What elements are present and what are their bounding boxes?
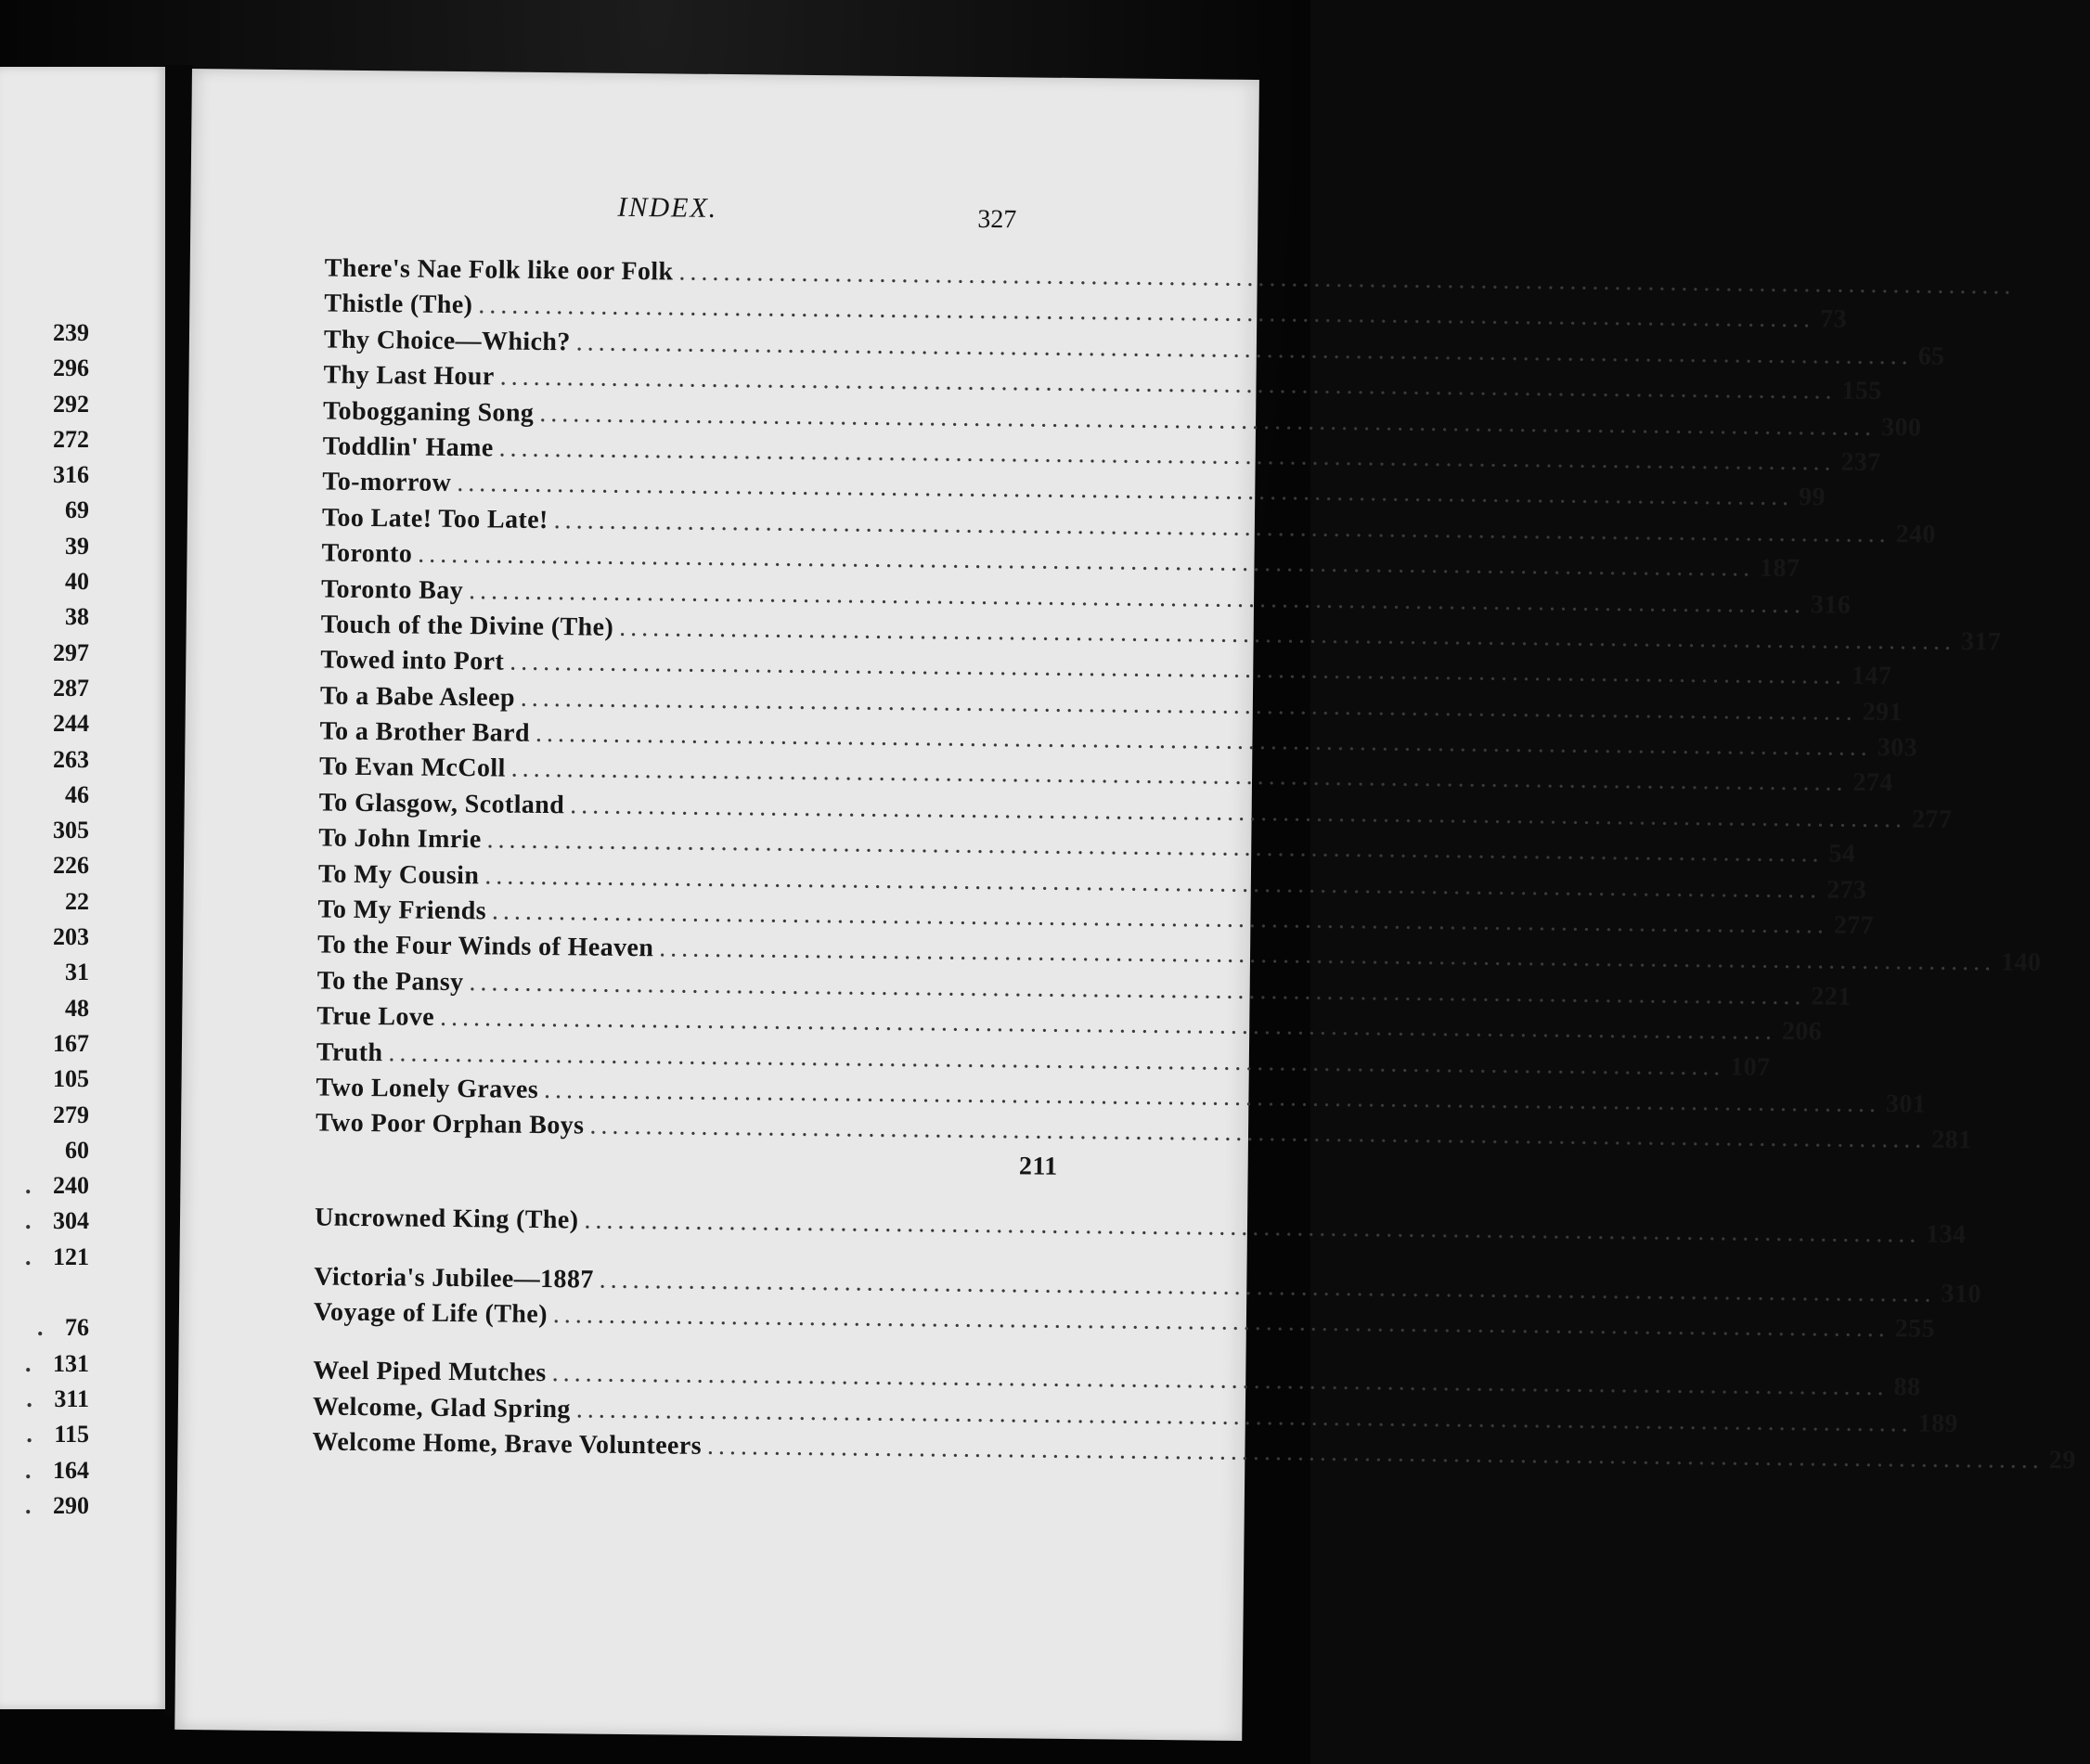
left-page-number [0,529,93,564]
dot-leader: ........................................................................................................................ [418,539,1755,583]
dot-leader: ........................................................................................................................ [618,612,1956,656]
entry-page-number: 147 [1851,662,1892,691]
entry-page-number: 29 [2048,1446,2076,1475]
page-ref: 292 [53,390,89,418]
leader-dot: . [25,1491,32,1519]
left-page-number [0,991,93,1026]
left-page-number [0,813,93,848]
page-ref: 115 [54,1421,89,1449]
index-letter-group [314,1203,1967,1250]
left-page-number [0,564,93,599]
entry-page-number: 211 [1018,1152,1058,1181]
entry-page-number: 310 [1941,1279,1982,1308]
dot-leader: ........................................................................................................................ [553,505,1890,548]
entry-page-number: 277 [1911,805,1953,834]
dot-leader: ........................................................................................................................ [439,1003,1777,1047]
left-page-number [0,1488,93,1524]
page-ref: 131 [53,1349,89,1377]
right-page [174,69,2076,1741]
index-letter-group [312,1356,2076,1475]
entry-page-number: 255 [1894,1314,1936,1344]
entry-title: Voyage of Life (The) [313,1297,548,1330]
dot-leader: ........................................................................................................................ [570,791,1907,834]
entry-title: To the Pansy [316,966,464,997]
entry-title: To a Babe Asleep [319,681,516,713]
entry-page-number: 187 [1760,553,1800,584]
left-page-number [0,1417,93,1452]
entry-title: To John Imrie [318,823,482,855]
left-page-number [0,848,93,883]
page-ref: 22 [65,887,89,915]
entry-page-number: 140 [2001,947,2042,978]
dot-leader: ........................................................................................................................ [543,1075,1881,1119]
entry-page-number: 291 [1862,697,1903,727]
entry-title: Two Poor Orphan Boys [315,1108,585,1140]
page-ref: 164 [53,1456,89,1484]
index-entry [314,1203,1967,1250]
left-page-number [0,387,93,422]
page-ref: 279 [53,1101,89,1128]
entry-title: Too Late! Too Late! [321,503,548,534]
page-number: 327 [977,204,1017,235]
entry-page-number: 99 [1799,483,1826,512]
left-page-number [0,1346,93,1382]
page-ref: 31 [65,959,89,986]
index-entries [312,253,2076,1495]
entry-page-number: 221 [1811,982,1851,1011]
leader-dot: . [37,1314,44,1342]
entry-page-number: 240 [1895,519,1937,549]
entry-title: To Evan McColl [318,752,506,784]
entry-title: Welcome Home, Brave Volunteers [312,1427,703,1461]
left-page-number [0,1204,93,1239]
entry-page-number: 73 [1820,304,1848,335]
page-ref: 38 [65,603,89,631]
entry-title: Two Lonely Graves [316,1073,539,1104]
left-page-number [0,1310,93,1346]
entry-title: To My Friends [317,895,487,926]
page-ref: 263 [53,745,89,773]
index-letter-group [315,253,2042,1188]
left-page-number [0,1453,93,1488]
entry-page-number: 301 [1885,1089,1927,1119]
leader-dot: . [25,1207,32,1235]
entry-title: Towed into Port [320,645,505,676]
page-ref: 305 [53,817,89,844]
entry-title: Thy Last Hour [323,360,495,392]
dot-leader [321,1166,997,1174]
page-ref: 296 [53,354,89,382]
entry-title: Welcome, Glad Spring [312,1392,571,1424]
dot-leader: ........................................................................................................................ [520,683,1857,727]
left-page-number [0,742,93,778]
page-ref: 39 [65,532,89,560]
page-ref: 48 [65,994,89,1022]
leader-dot: . [26,1421,32,1449]
page-ref: 226 [53,852,89,880]
dot-leader: ........................................................................................................................ [510,754,1848,798]
index-letter-group [313,1261,1982,1344]
left-page-number [0,1240,93,1275]
entry-title: Thistle (The) [324,289,473,320]
dot-leader: ........................................................................................................................ [584,1205,1921,1249]
left-page-number [0,422,93,457]
entry-title: To-morrow [322,467,452,498]
dot-leader: ........................................................................................................................ [469,967,1806,1011]
entry-page-number: 134 [1926,1219,1967,1250]
dot-leader: ........................................................................................................................ [484,860,1822,905]
page-ref: 167 [53,1029,89,1057]
entry-title: There's Nae Folk like oor Folk [324,253,674,287]
dot-leader: ........................................................................................................................ [491,896,1829,940]
entry-title: Toronto Bay [320,574,464,605]
dot-leader: ........................................................................................................................ [457,469,1794,512]
entry-page-number: 281 [1931,1126,1972,1155]
left-page-number-column [0,315,93,1524]
dot-leader: ........................................................................................................................ [510,647,1847,690]
index-entry [313,1297,1936,1344]
page-ref: 46 [65,780,89,808]
page-ref: 69 [65,496,89,524]
page-ref: 272 [53,425,89,453]
left-page [0,67,167,1709]
page-ref: 297 [53,638,89,666]
page-ref: 40 [65,568,89,596]
left-page-number [0,671,93,706]
page-ref: 304 [53,1207,89,1235]
page-ref: 244 [53,710,89,738]
entry-title: True Love [316,1001,435,1032]
page-ref: 287 [53,674,89,702]
entry-page-number: 54 [1828,839,1856,869]
entry-page-number: 277 [1833,910,1875,941]
left-page-number [0,315,93,351]
entry-page-number: 273 [1826,875,1867,905]
entry-title: Uncrowned King (The) [314,1203,579,1235]
left-page-number [0,920,93,955]
entry-page-number: 65 [1917,341,1945,371]
entry-page-number: 155 [1841,376,1882,406]
left-page-number [0,1062,93,1097]
entry-title: Toronto [321,538,413,569]
entry-page-number: 88 [1893,1372,1921,1402]
dot-leader: ........................................................................................................................ [388,1037,1725,1081]
left-page-number [0,955,93,990]
entry-title: Thy Choice—Which? [323,325,571,357]
dot-leader: ........................................................................................................................ [575,328,1913,371]
dot-leader: ........................................................................................................................ [552,1300,1890,1344]
left-page-number [0,1382,93,1417]
page-title: INDEX. [617,191,718,224]
dot-leader: ........................................................................................................................ [539,398,1877,442]
entry-page-number: 237 [1840,447,1881,478]
left-page-number [0,636,93,671]
dot-leader: ........................................................................................................................ [498,433,1836,477]
entry-page-number: 189 [1917,1409,1959,1438]
page-ref: 105 [53,1065,89,1093]
page-ref: 60 [65,1136,89,1164]
entry-page-number: 274 [1852,768,1893,798]
dot-leader: ........................................................................................................................ [575,1395,1913,1438]
entry-title: Truth [316,1037,383,1067]
entry-page-number: 317 [1960,626,2002,657]
dot-leader: ........................................................................................................................ [706,1432,2045,1475]
entry-title: Weel Piped Mutches [313,1356,547,1388]
entry-page-number: 206 [1781,1017,1823,1047]
page-ref: 239 [53,319,89,346]
leader-dot: . [26,1384,32,1412]
dot-leader: ........................................................................................................................ [535,718,1873,763]
left-page-number [0,884,93,920]
left-page-number [0,351,93,386]
entry-page-number: 107 [1730,1052,1771,1082]
page-ref: 121 [53,1243,89,1270]
page-ref: 203 [53,923,89,951]
index-entry [312,1427,2076,1475]
page-ref: 240 [53,1172,89,1200]
entry-title: To Glasgow, Scotland [318,788,565,820]
left-page-number [0,1275,93,1310]
entry-title: Touch of the Divine (The) [320,610,614,642]
dot-leader: ........................................................................................................................ [599,1265,1936,1308]
leader-dot: . [25,1172,32,1200]
left-page-number [0,1098,93,1133]
entry-title: To a Brother Bard [319,716,531,748]
left-page-number [0,1026,93,1062]
index-entry [315,1144,1057,1188]
entry-page-number: 303 [1877,733,1918,763]
dot-leader: ........................................................................................................................ [468,575,1806,619]
leader-dot: . [25,1456,32,1484]
left-page-number [0,1168,93,1204]
dot-leader: ........................................................................................................................ [486,825,1824,869]
page-ref: 76 [65,1314,89,1342]
page-ref: 316 [53,461,89,489]
left-page-number [0,457,93,493]
page-header [190,187,1258,245]
page-ref: 311 [54,1384,89,1412]
entry-title: To My Cousin [317,859,480,890]
left-page-number [0,599,93,635]
entry-page-number: 300 [1881,412,1922,443]
dot-leader: ........................................................................................................................ [659,934,1996,977]
left-page-number [0,493,93,528]
entry-title: Victoria's Jubilee—1887 [314,1261,594,1294]
entry-page-number: 316 [1810,589,1851,620]
dot-leader: ........................................................................................................................ [678,257,2016,301]
page-ref: 290 [53,1491,89,1519]
dot-leader: ........................................................................................................................ [499,362,1837,406]
left-page-number [0,778,93,813]
dot-leader: ........................................................................................................................ [478,290,1815,334]
leader-dot: . [25,1349,32,1377]
left-page-number [0,706,93,741]
left-page-number [0,1133,93,1168]
leader-dot: . [25,1243,32,1270]
dot-leader: ........................................................................................................................ [551,1358,1889,1402]
entry-title: To the Four Winds of Heaven [316,930,654,963]
entry-title: Tobogganing Song [322,396,535,428]
entry-title: Toddlin' Hame [322,431,494,463]
dot-leader: ........................................................................................................................ [589,1111,1927,1155]
